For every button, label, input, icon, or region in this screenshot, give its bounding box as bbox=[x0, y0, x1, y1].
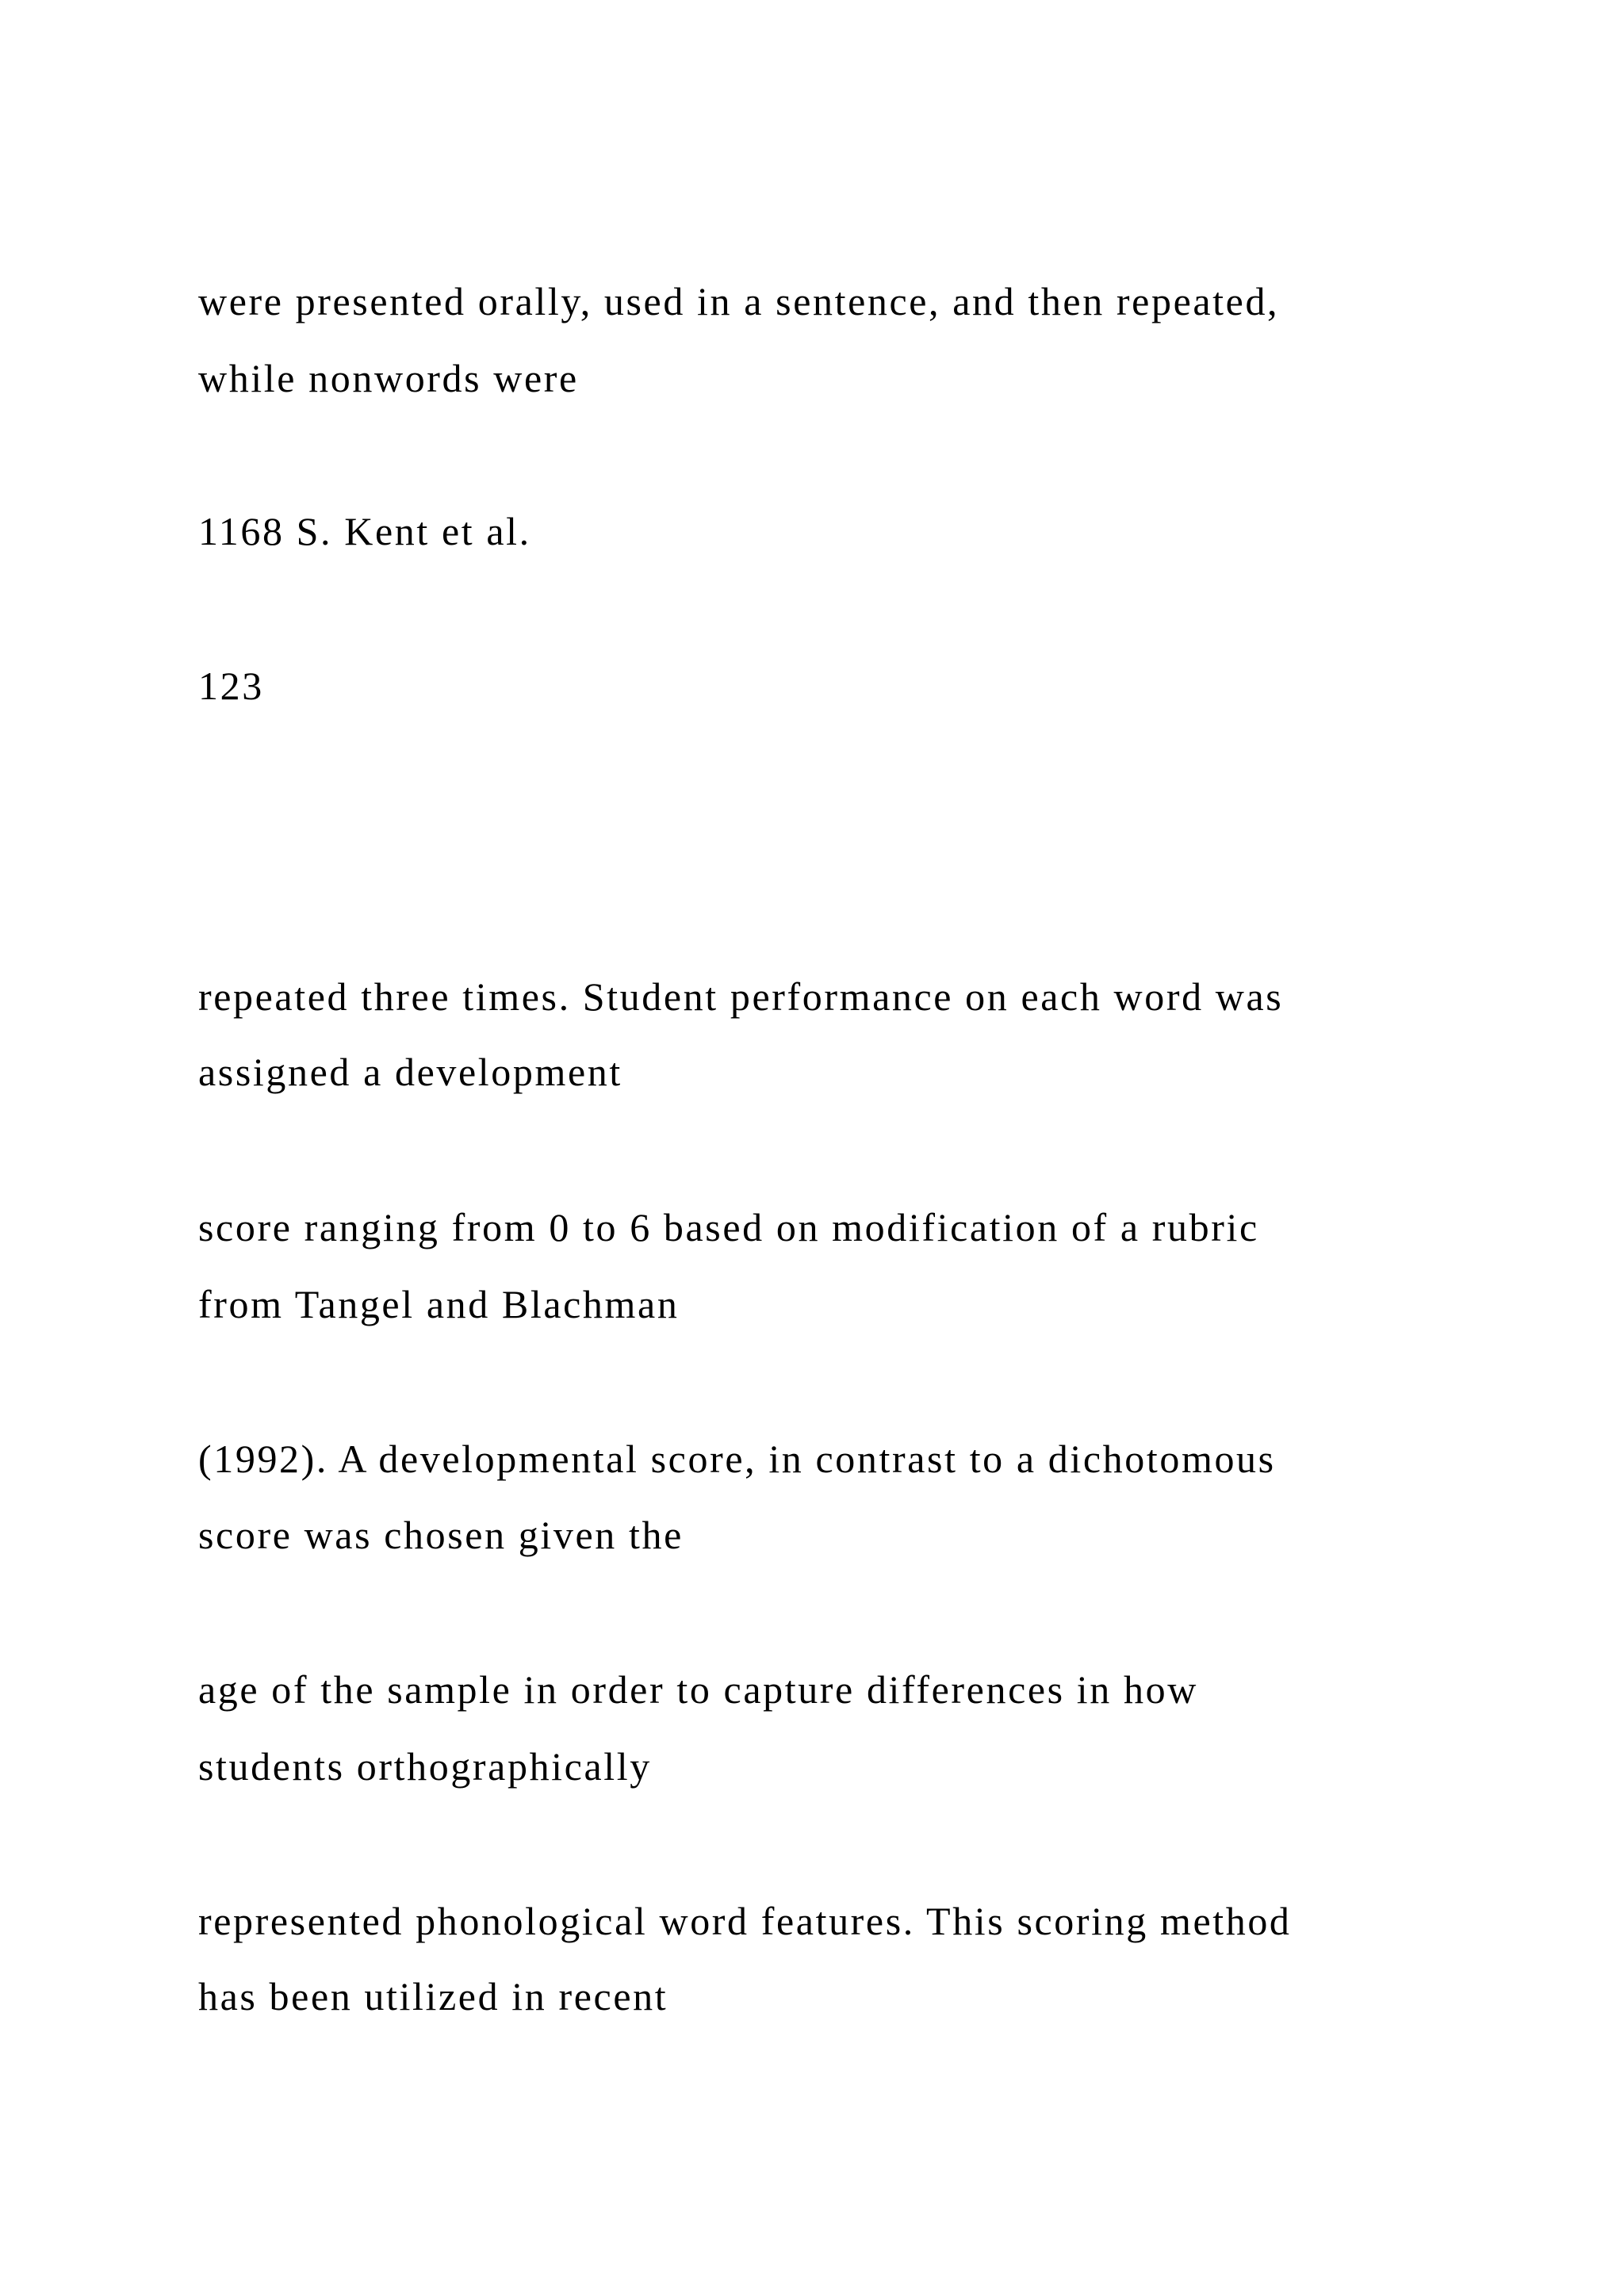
body-text-line: represented phonological word features. This scoring method bbox=[198, 1899, 1292, 1943]
body-text-line: assigned a development bbox=[198, 1050, 622, 1094]
body-text-line: (1992). A developmental score, in contrast to a dichotomous bbox=[198, 1437, 1276, 1481]
running-head: 1168 S. Kent et al. bbox=[198, 509, 531, 553]
body-text-line: from Tangel and Blachman bbox=[198, 1282, 680, 1326]
body-text-line: age of the sample in order to capture differences in how bbox=[198, 1667, 1198, 1712]
body-text-line: students orthographically bbox=[198, 1744, 652, 1789]
body-text-line: were presented orally, used in a sentence, and then repeated, bbox=[198, 279, 1280, 323]
body-text-line: while nonwords were bbox=[198, 356, 579, 400]
body-text-line: score was chosen given the bbox=[198, 1513, 684, 1557]
body-text-line: has been utilized in recent bbox=[198, 1974, 668, 2019]
body-text-line: repeated three times. Student performance on each word was bbox=[198, 974, 1284, 1019]
journal-page-marker: 123 bbox=[198, 664, 264, 708]
body-text-line: score ranging from 0 to 6 based on modification of a rubric bbox=[198, 1205, 1259, 1249]
